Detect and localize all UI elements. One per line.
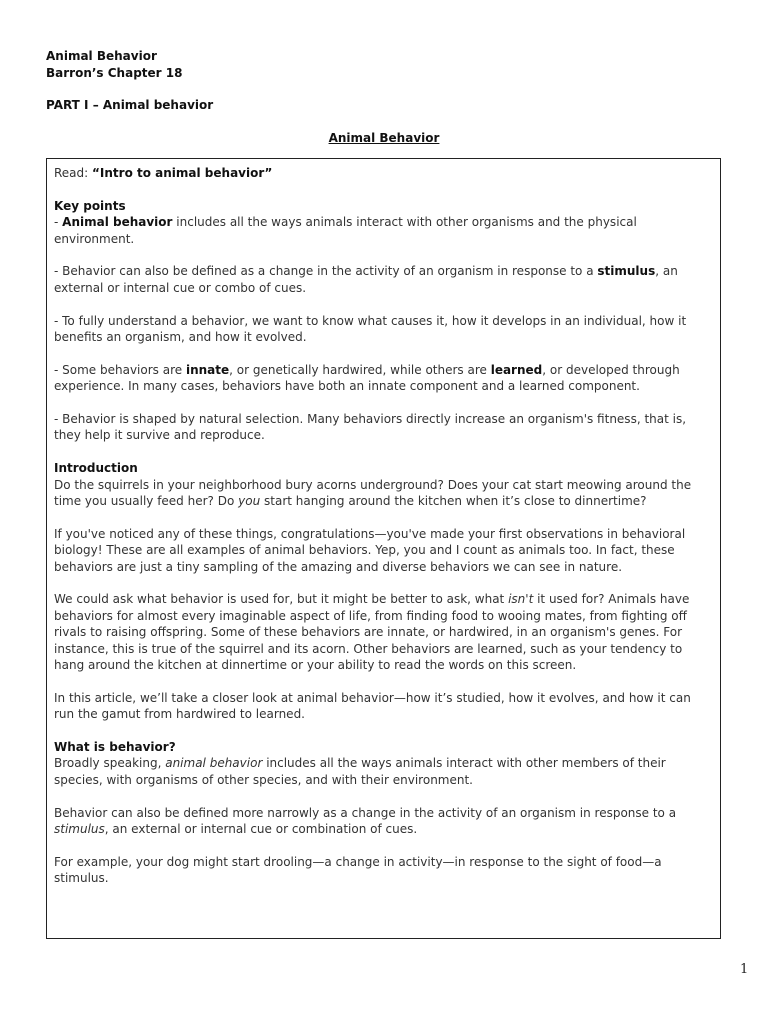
what-p2-em: stimulus — [54, 822, 105, 837]
page-number: 1 — [740, 962, 749, 977]
key-point-3: - To fully understand a behavior, we want to know what causes it, how it develops in an individual, how it benefits an organism, and how it evolved. — [54, 313, 687, 345]
key-point-5: - Behavior is shaped by natural selection. Many behaviors directly increase an organism's fitness, that is, they help it survive and reproduce. — [54, 412, 687, 443]
key-points-label: Key points — [54, 198, 126, 213]
kp4-term-innate: innate — [185, 362, 230, 377]
kp4-pre: - Some behaviors are — [54, 362, 186, 377]
key-points-heading — [54, 198, 714, 214]
read-label: Read: — [54, 166, 93, 180]
what-p2-b: , an external or internal cue or combination of cues. — [104, 822, 418, 837]
kp2-term: stimulus — [597, 264, 656, 279]
intro-p3-a: We could ask what behavior is used for, but it might be better to ask, what — [54, 592, 509, 607]
what-heading — [54, 739, 714, 755]
intro-heading — [54, 460, 714, 476]
doc-title: Animal Behavior — [46, 49, 157, 63]
intro-p1-a: Do the squirrels in your neighborhood bury acorns underground? Does your cat start meowing around the time you usually feed her? Do — [54, 477, 692, 509]
doc-chapter: Barron’s Chapter 18 — [46, 66, 183, 80]
what-p1-a: Broadly speaking, — [54, 756, 166, 771]
kp1-term: Animal behavior — [62, 215, 173, 230]
kp4-mid: , or genetically hardwired, while others are — [229, 362, 491, 377]
kp4-term-learned: learned — [490, 362, 543, 377]
doc-part: PART I – Animal behavior — [46, 98, 214, 112]
kp2-rest: , an external or internal cue or combo of cues. — [54, 264, 678, 295]
intro-heading-label: Introduction — [54, 461, 138, 476]
what-paragraph-2 — [54, 805, 714, 838]
key-point-2 — [54, 263, 714, 296]
intro-paragraph-3 — [54, 591, 714, 673]
key-point-4 — [54, 362, 714, 395]
what-p2-a: Behavior can also be defined more narrowly as a change in the activity of an organism in response to a — [54, 805, 677, 820]
intro-paragraph-1 — [54, 477, 714, 510]
key-point-1 — [54, 214, 714, 247]
intro-p1-b: start hanging around the kitchen when it’s close to dinnertime? — [260, 494, 647, 509]
what-p1-b: includes all the ways animals interact with other members of their species, with organisms of other species, and with their environment. — [54, 756, 666, 787]
what-paragraph-3: For example, your dog might start drooling—a change in activity—in response to the sight of food—a stimulus. — [54, 854, 662, 886]
content-box — [46, 158, 721, 939]
intro-p1-em: you — [238, 494, 261, 509]
read-line — [54, 165, 714, 181]
kp4-rest: , or developed through experience. In many cases, behaviors have both an innate component and a learned component. — [54, 362, 680, 394]
kp1-text: includes all the ways animals interact with other organisms and the physical environment. — [54, 215, 637, 246]
what-paragraph-1 — [54, 755, 714, 788]
intro-paragraph-4: In this article, we’ll take a closer look at animal behavior—how it’s studied, how it evolves, and how it can run the gamut from hardwired to learned. — [54, 690, 691, 722]
kp2-text: - Behavior can also be defined as a change in the activity of an organism in response to a — [54, 264, 598, 279]
kp1-pre: - — [54, 215, 63, 230]
section-title: Animal Behavior — [328, 131, 440, 145]
intro-p3-em: isn't — [508, 592, 534, 607]
intro-p3-b: it used for? Animals have behaviors for almost every imaginable aspect of life, from finding food to wooing mates, from fighting off rivals to raising offspring. Some of these behaviors are innate, or hardwired, in an organism's genes. For instance, this is true of the squirrel and its acorn. Other behaviors are learned, such as your tendency to hang around the kitchen at dinnertime or your ability to read the words on this screen. — [54, 592, 690, 673]
intro-paragraph-2: If you've noticed any of these things, congratulations—you've made your first observations in behavioral biology! These are all examples of animal behaviors. Yep, you and I count as animals too. In fact, these behaviors are just a tiny sampling of the amazing and diverse behaviors we can see in nature. — [54, 526, 686, 574]
what-p1-em: animal behavior — [165, 756, 263, 771]
what-heading-label: What is behavior? — [54, 740, 176, 755]
read-title: “Intro to animal behavior” — [92, 166, 273, 180]
